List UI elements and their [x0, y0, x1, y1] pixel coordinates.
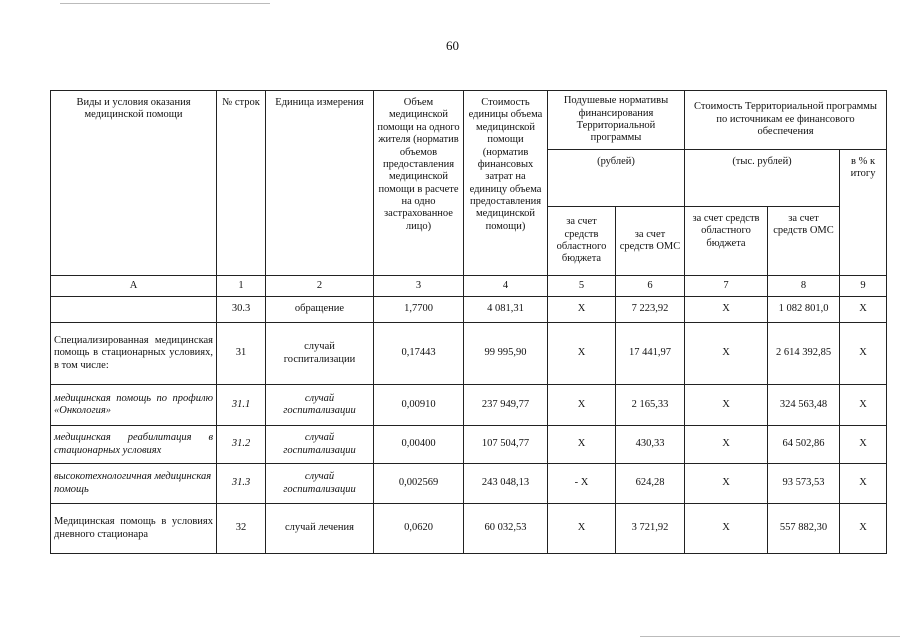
header-sub-regional-budget-2: за счет средств областного бюджета: [685, 207, 768, 276]
row-name: высокотехнологичная медицинская помощь: [51, 464, 217, 504]
row-name: [51, 297, 217, 323]
row-col6: 3 721,92: [616, 504, 685, 554]
row-col9: Х: [840, 426, 887, 464]
row-col9: Х: [840, 323, 887, 385]
row-col8: 93 573,53: [768, 464, 840, 504]
table-row: [51, 464, 887, 504]
row-cost: 243 048,13: [464, 464, 548, 504]
page-number: 60: [446, 38, 459, 53]
row-col7: Х: [685, 323, 768, 385]
row-cost: 237 949,77: [464, 385, 548, 426]
index-cell: 1: [217, 276, 266, 297]
row-col8: 1 082 801,0: [768, 297, 840, 323]
index-cell: А: [51, 276, 217, 297]
row-unit: случай госпитализации: [266, 323, 374, 385]
header-unit-cost: Стоимость единицы объема медицинской помощи (норматив финансовых затрат на единицу объема предоставления медицинской помощи): [464, 91, 548, 276]
row-volume: 0,00910: [374, 385, 464, 426]
row-volume: 1,7700: [374, 297, 464, 323]
index-cell: 5: [548, 276, 616, 297]
row-volume: 0,17443: [374, 323, 464, 385]
header-percapita-group: Подушевые нормативы финансирования Территориальной программы: [548, 91, 685, 150]
row-number: 31.3: [217, 464, 266, 504]
row-volume: 0,00400: [374, 426, 464, 464]
row-cost: 99 995,90: [464, 323, 548, 385]
row-number: 31.2: [217, 426, 266, 464]
row-col9: Х: [840, 297, 887, 323]
header-pct-total: в % к итогу: [840, 150, 887, 276]
index-cell: 7: [685, 276, 768, 297]
row-col6: 624,28: [616, 464, 685, 504]
table-row: [51, 426, 887, 464]
row-col7: Х: [685, 385, 768, 426]
row-col6: 2 165,33: [616, 385, 685, 426]
row-cost: 60 032,53: [464, 504, 548, 554]
row-col7: Х: [685, 464, 768, 504]
row-name: Специализированная медицинская помощь в стационарных условиях, в том числе:: [51, 323, 217, 385]
row-col5: - Х: [548, 464, 616, 504]
scan-artifact-line: [60, 3, 270, 4]
table-row: [51, 323, 887, 385]
header-unit: Единица измерения: [266, 91, 374, 276]
index-cell: 4: [464, 276, 548, 297]
row-col7: Х: [685, 426, 768, 464]
index-cell: 9: [840, 276, 887, 297]
header-unit-thousand: (тыс. рублей): [685, 150, 840, 207]
row-number: 30.3: [217, 297, 266, 323]
row-col5: Х: [548, 323, 616, 385]
row-col8: 557 882,30: [768, 504, 840, 554]
row-col6: 430,33: [616, 426, 685, 464]
row-number: 32: [217, 504, 266, 554]
row-col8: 64 502,86: [768, 426, 840, 464]
row-col5: Х: [548, 426, 616, 464]
header-unit-rub: (рублей): [548, 150, 685, 207]
table-row: [51, 385, 887, 426]
financing-table: [50, 90, 887, 554]
row-col9: Х: [840, 504, 887, 554]
header-row-number: № строк: [217, 91, 266, 276]
row-col5: Х: [548, 297, 616, 323]
index-cell: 6: [616, 276, 685, 297]
header-sub-regional-budget: за счет средств областного бюджета: [548, 207, 616, 276]
row-unit: случай лечения: [266, 504, 374, 554]
row-unit: случай госпитализации: [266, 426, 374, 464]
row-name: медицинская помощь по профилю «Онкология»: [51, 385, 217, 426]
row-col8: 324 563,48: [768, 385, 840, 426]
table-row: [51, 504, 887, 554]
row-col9: Х: [840, 464, 887, 504]
row-col8: 2 614 392,85: [768, 323, 840, 385]
row-volume: 0,0620: [374, 504, 464, 554]
row-col7: Х: [685, 504, 768, 554]
row-col6: 7 223,92: [616, 297, 685, 323]
row-col5: Х: [548, 385, 616, 426]
index-row: [51, 276, 887, 297]
header-sub-oms-2: за счет средств ОМС: [768, 207, 840, 276]
row-number: 31: [217, 323, 266, 385]
row-unit: случай госпитализации: [266, 385, 374, 426]
row-volume: 0,002569: [374, 464, 464, 504]
header-sub-oms: за счет средств ОМС: [616, 207, 685, 276]
row-col6: 17 441,97: [616, 323, 685, 385]
row-name: Медицинская помощь в условиях дневного стационара: [51, 504, 217, 554]
header-row-1: [51, 91, 887, 150]
row-unit: случай госпитализации: [266, 464, 374, 504]
index-cell: 8: [768, 276, 840, 297]
scan-artifact-line: [640, 636, 900, 637]
row-cost: 107 504,77: [464, 426, 548, 464]
row-col9: Х: [840, 385, 887, 426]
header-service-type: Виды и условия оказания медицинской помощи: [51, 91, 217, 276]
index-cell: 2: [266, 276, 374, 297]
row-unit: обращение: [266, 297, 374, 323]
header-cost-group: Стоимость Территориальной программы по источникам ее финансового обеспечения: [685, 91, 887, 150]
row-cost: 4 081,31: [464, 297, 548, 323]
row-col5: Х: [548, 504, 616, 554]
header-volume: Объем медицинской помощи на одного жителя (норматив объемов предоставления медицинской помощи в расчете на одно застрахованное лицо): [374, 91, 464, 276]
table-row: [51, 297, 887, 323]
row-col7: Х: [685, 297, 768, 323]
row-name: медицинская реабилитация в стационарных условиях: [51, 426, 217, 464]
index-cell: 3: [374, 276, 464, 297]
row-number: 31.1: [217, 385, 266, 426]
